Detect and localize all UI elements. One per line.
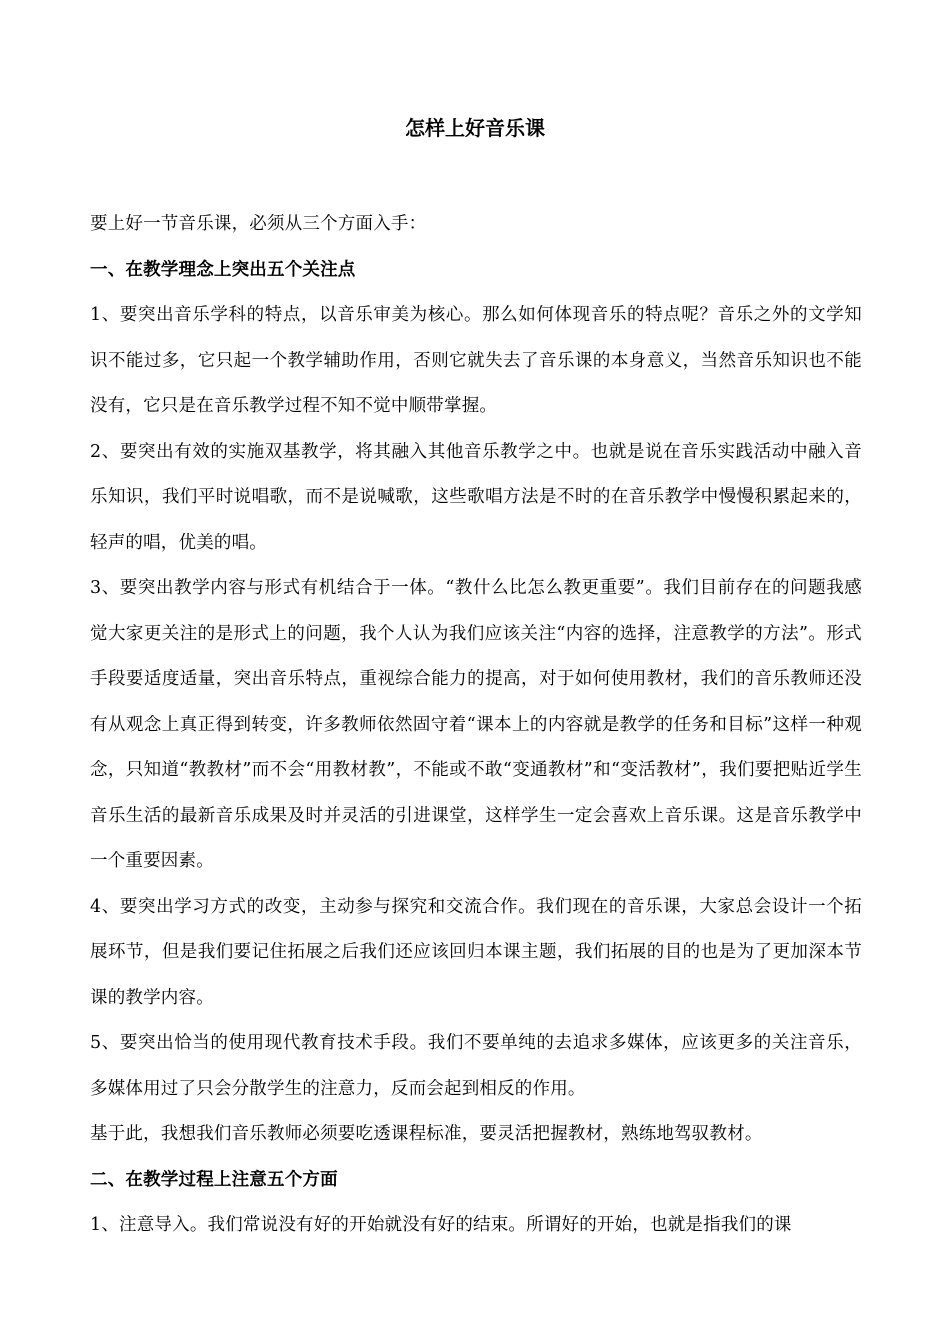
section1-item-3: 3、要突出教学内容与形式有机结合于一体。“教什么比怎么教更重要”。我们目前存在的问题我感觉大家更关注的是形式上的问题，我个人认为我们应该关注“内容的选择，注意教学的方法”。形式手段要适度适量，突出音乐特点，重视综合能力的提高，对于如何使用教材，我们的音乐教师还没有从观念上真正得到转变，许多教师依然固守着“课本上的内容就是教学的任务和目标”这样一种观念，只知道“教教材”而不会“用教材教”，不能或不敢“变通教材”和“变活教材”，我们要把贴近学生音乐生活的最新音乐成果及时并灵活的引进课堂，这样学生一定会喜欢上音乐课。这是音乐教学中一个重要因素。 (90, 578, 862, 871)
section2-item-1: 1、注意导入。我们常说没有好的开始就没有好的结束。所谓好的开始，也就是指我们的课 (90, 1215, 792, 1235)
section1-item-2: 2、要突出有效的实施双基教学，将其融入其他音乐教学之中。也就是说在音乐实践活动中融入音乐知识，我们平时说唱歌，而不是说喊歌，这些歌唱方法是不时的在音乐教学中慢慢积累起来的，轻声的唱，优美的唱。 (90, 441, 862, 553)
section-heading-2: 二、在教学过程上注意五个方面 (90, 1169, 338, 1190)
section1-summary: 基于此，我想我们音乐教师必须要吃透课程标准，要灵活把握教材，熟练地驾驭教材。 (90, 1124, 763, 1144)
section1-item-5: 5、要突出恰当的使用现代教育技术手段。我们不要单纯的去追求多媒体，应该更多的关注音乐，多媒体用过了只会分散学生的注意力，反而会起到相反的作用。 (90, 1033, 862, 1099)
document-title: 怎样上好音乐课 (405, 116, 545, 140)
section1-item-4: 4、要突出学习方式的改变，主动参与探究和交流合作。我们现在的音乐课，大家总会设计一个拓展环节，但是我们要记住拓展之后我们还应该回归本课主题，我们拓展的目的也是为了更加深本节课的教学内容。 (90, 896, 862, 1008)
intro-paragraph: 要上好一节音乐课，必须从三个方面入手： (90, 214, 427, 234)
section-heading-1: 一、在教学理念上突出五个关注点 (90, 259, 356, 280)
section1-item-1: 1、要突出音乐学科的特点，以音乐审美为核心。那么如何体现音乐的特点呢？音乐之外的文学知识不能过多，它只起一个教学辅助作用，否则它就失去了音乐课的本身意义，当然音乐知识也不能没有，它只是在音乐教学过程不知不觉中顺带掌握。 (90, 305, 862, 416)
document-body (90, 202, 862, 1249)
